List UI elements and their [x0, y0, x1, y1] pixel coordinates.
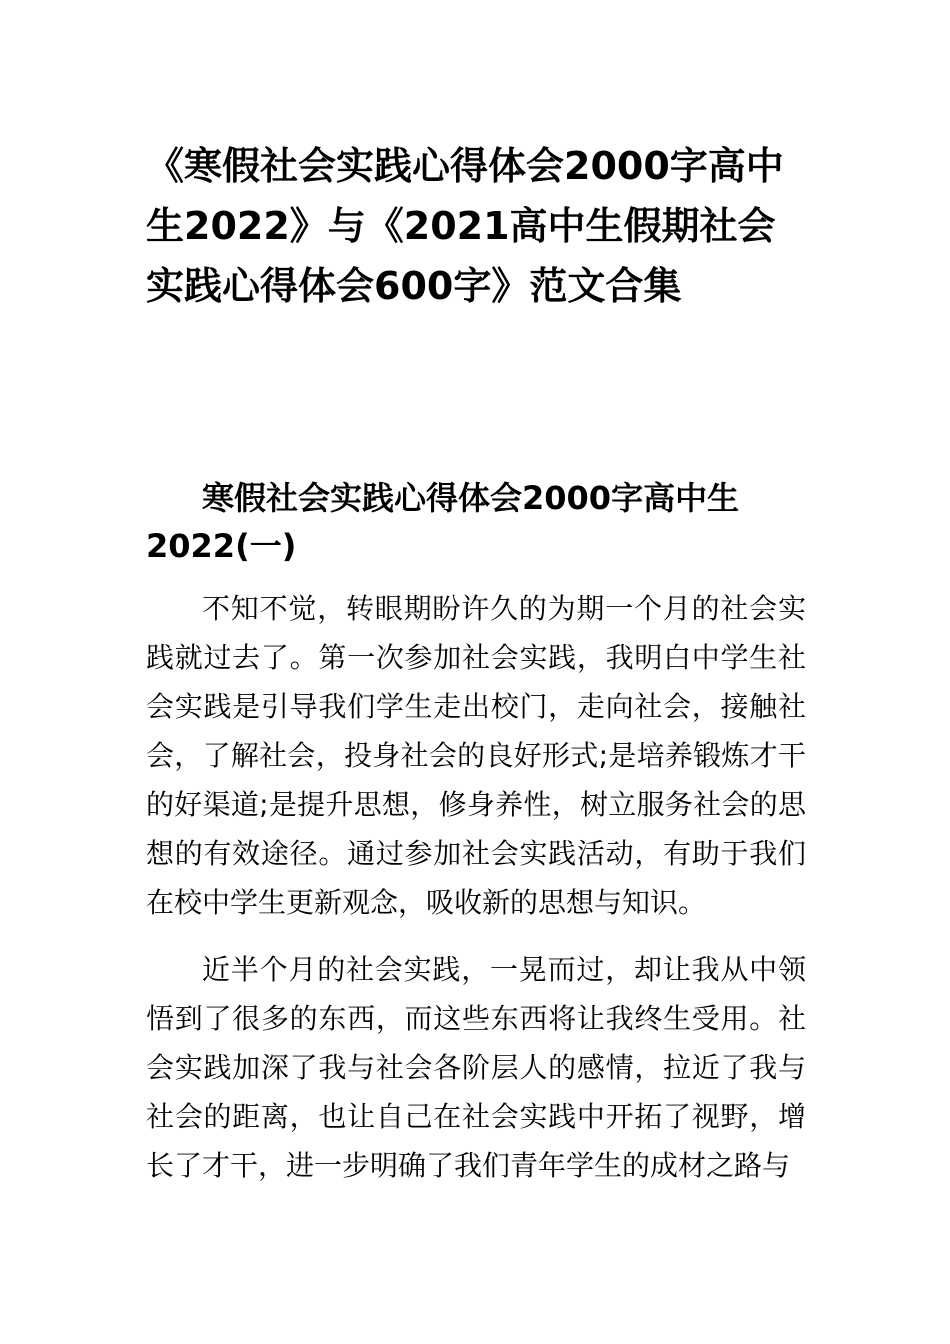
body-paragraph-2: 近半个月的社会实践，一晃而过，却让我从中领悟到了很多的东西，而这些东西将让我终生受用。社会实践加深了我与社会各阶层人的感情，拉近了我与社会的距离，也让自己在社会实践中开拓了视野，增长了才干，进一步明确了我们青年学生的成材之路与	[146, 953, 806, 1182]
section-heading: 寒假社会实践心得体会2000字高中生2022(一)	[146, 479, 740, 565]
document-title: 《寒假社会实践心得体会2000字高中生2022》与《2021高中生假期社会实践心得体会600字》范文合集	[146, 144, 784, 308]
body-paragraph-1: 不知不觉，转眼期盼许久的为期一个月的社会实践就过去了。第一次参加社会实践，我明白中学生社会实践是引导我们学生走出校门，走向社会，接触社会，了解社会，投身社会的良好形式;是培养锻炼才干的好渠道;是提升思想，修身养性，树立服务社会的思想的有效途径。通过参加社会实践活动，有助于我们在校中学生更新观念，吸收新的思想与知识。	[146, 592, 806, 919]
